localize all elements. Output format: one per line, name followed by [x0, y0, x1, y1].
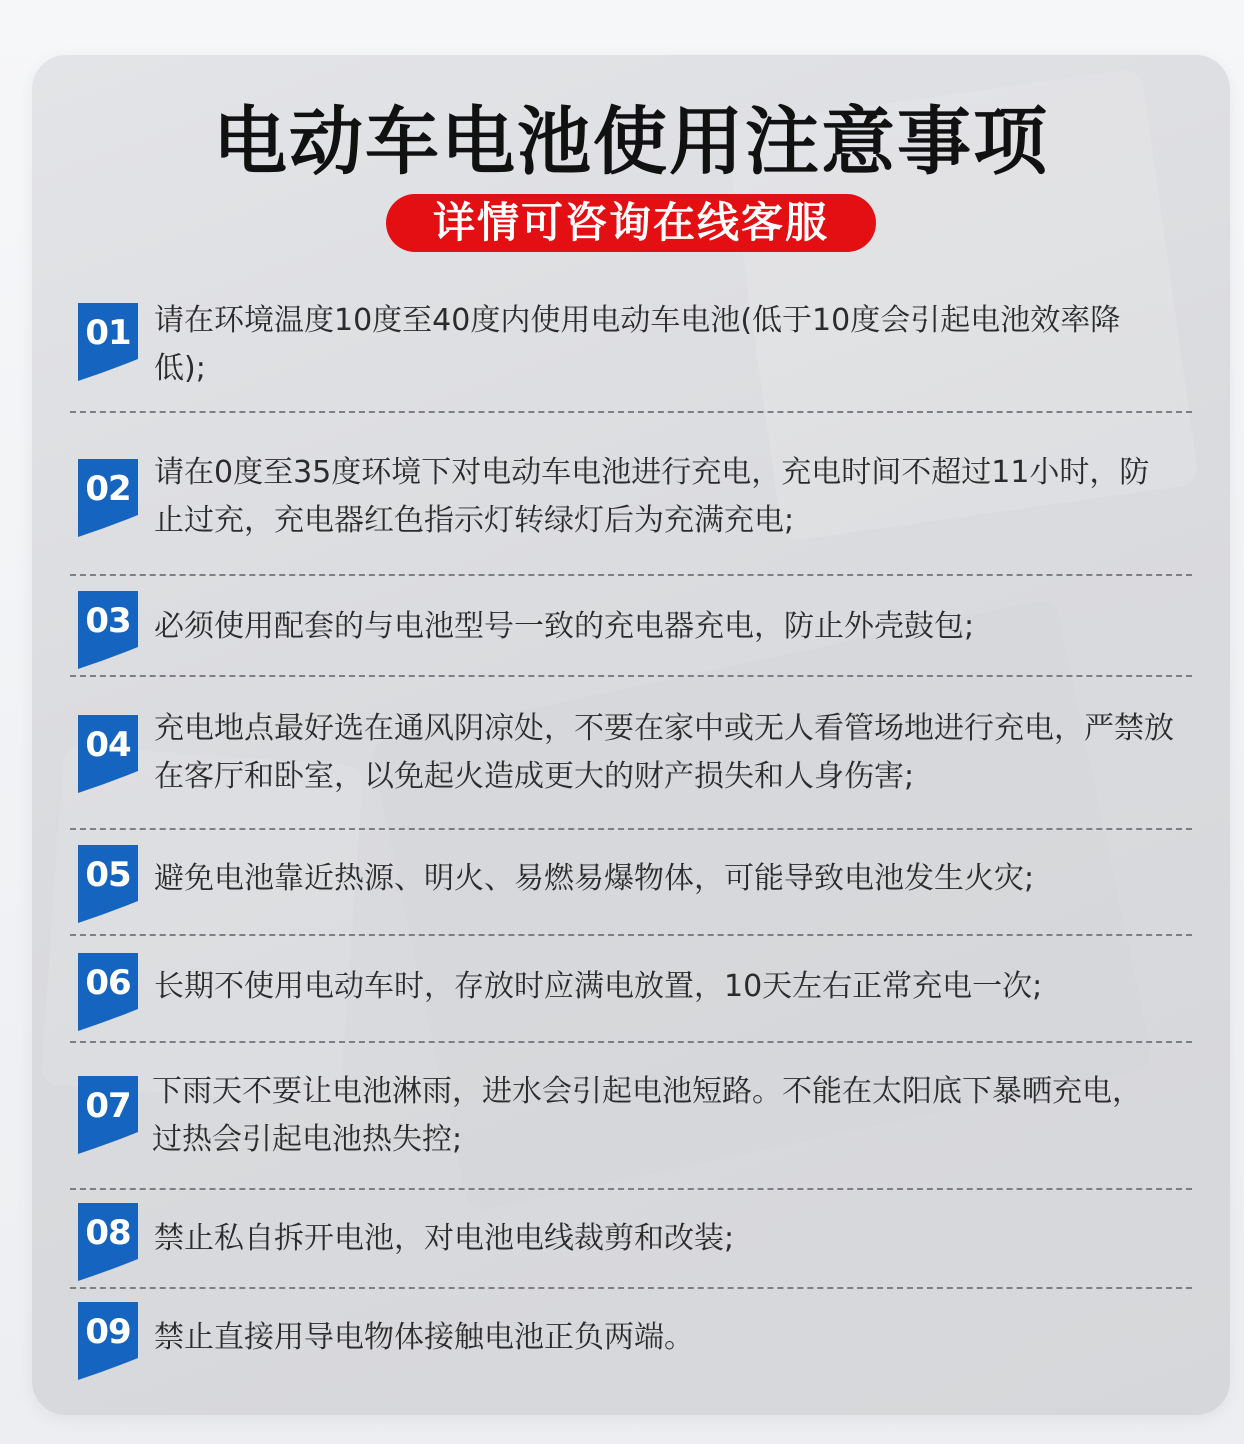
page-title: 电动车电池使用注意事项 [213, 99, 1049, 185]
number-badge [78, 715, 138, 793]
number-badge [78, 1302, 138, 1380]
divider [70, 675, 1192, 677]
number-badge [78, 1076, 138, 1154]
divider [70, 828, 1192, 830]
badge-number: 02 [85, 469, 131, 509]
item-text: 充电地点最好选在通风阴凉处，不要在家中或无人看管场地进行充电，严禁放在客厅和卧室，以免起火造成更大的财产损失和人身伤害; [154, 711, 1174, 794]
badge-number: 03 [85, 601, 131, 641]
divider [70, 1188, 1192, 1190]
item-text: 禁止直接用导电物体接触电池正负两端。 [154, 1320, 694, 1355]
badge-number: 06 [85, 963, 131, 1003]
notice-card [32, 55, 1230, 1415]
item-text: 避免电池靠近热源、明火、易燃易爆物体，可能导致电池发生火灾; [154, 861, 1035, 896]
divider [70, 934, 1192, 936]
item-text: 请在0度至35度环境下对电动车电池进行充电，充电时间不超过11小时，防止过充，充电器红色指示灯转绿灯后为充满充电; [154, 455, 1150, 538]
number-badge [78, 591, 138, 669]
badge-number: 05 [85, 855, 131, 895]
badge-number: 01 [85, 313, 131, 353]
consult-banner: 详情可咨询在线客服 [386, 194, 876, 252]
number-badge [78, 953, 138, 1031]
divider [70, 574, 1192, 576]
badge-number: 08 [85, 1213, 131, 1253]
item-text: 请在环境温度10度至40度内使用电动车电池(低于10度会引起电池效率降低); [154, 303, 1121, 386]
item-text: 下雨天不要让电池淋雨，进水会引起电池短路。不能在太阳底下暴晒充电，过热会引起电池热失控; [152, 1074, 1142, 1157]
number-badge [78, 845, 138, 923]
divider [70, 1287, 1192, 1289]
divider [70, 411, 1192, 413]
number-badge [78, 303, 138, 381]
number-badge [78, 459, 138, 537]
item-text: 长期不使用电动车时，存放时应满电放置，10天左右正常充电一次; [154, 969, 1043, 1004]
divider [70, 1041, 1192, 1043]
badge-number: 09 [85, 1312, 131, 1352]
item-text: 必须使用配套的与电池型号一致的充电器充电，防止外壳鼓包; [154, 609, 975, 644]
badge-number: 07 [85, 1086, 131, 1126]
item-text: 禁止私自拆开电池，对电池电线裁剪和改装; [154, 1221, 735, 1256]
number-badge [78, 1203, 138, 1281]
badge-number: 04 [85, 725, 131, 765]
